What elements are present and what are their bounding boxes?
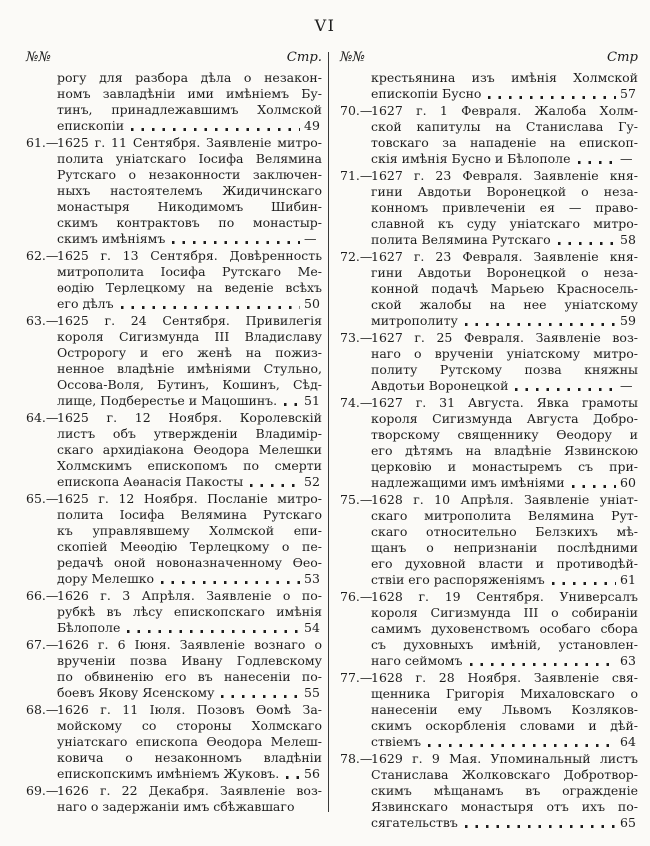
- entry-page-number: 54: [304, 620, 320, 635]
- entry-text-line: 1627 г. 23 Февраля. Заявленіе кня-: [371, 249, 638, 264]
- dot-leader: [578, 161, 616, 164]
- entry-last-line: [371, 815, 638, 831]
- entry-text-line: 1628 г. 28 Ноября. Заявленіе свя-: [371, 670, 638, 685]
- entry-text-line: тинъ, принадлежавшимъ Холмской: [57, 102, 322, 117]
- entry-last-line: [371, 475, 638, 491]
- entry-text-line: ской жалобы на нее уніатскому: [371, 297, 638, 312]
- entry-last-line: [57, 393, 322, 409]
- entry-text-line: номъ завладѣніи ими имѣніемъ Бу-: [57, 86, 322, 101]
- entry-number: 69.—: [26, 783, 59, 798]
- entry-text-line: рубкѣ въ лѣсу епископскаго имѣнія: [57, 604, 322, 619]
- entry-text: дору Мелешко: [57, 571, 155, 586]
- entry-text-line: 1626 г. 11 Іюля. Позовъ Ѳомѣ За-: [57, 702, 322, 717]
- dot-leader: [552, 582, 616, 585]
- toc-entry: [26, 637, 322, 701]
- dot-leader: [250, 484, 300, 487]
- entry-text-line: редачѣ оной новоназначенному Ѳео-: [57, 555, 322, 570]
- entry-number: 63.—: [26, 313, 59, 328]
- entry-text: лище, Подберестье и Мацошинъ.: [57, 393, 278, 408]
- entry-text: скимъ имѣніямъ: [57, 231, 166, 246]
- entry-number: 68.—: [26, 702, 59, 717]
- entry-text-line: конномъ привлеченіи ея — право-: [371, 200, 638, 215]
- entry-text: ствіи его распоряженіямъ: [371, 572, 545, 587]
- entry-text: наго сеймомъ: [371, 653, 463, 668]
- toc-entry: [340, 670, 638, 750]
- entry-last-line: [57, 296, 322, 312]
- entry-page-number: 59: [620, 313, 636, 328]
- entry-text-line: врученіи позва Ивану Годлевскому: [57, 653, 322, 668]
- entry-number: 67.—: [26, 637, 59, 652]
- entry-text-line: скимъ мѣщанамъ въ огражденіе: [371, 783, 638, 798]
- column-header-pages-label: Стр.: [286, 50, 322, 65]
- dot-leader: [286, 776, 300, 779]
- toc-entry: [26, 702, 322, 782]
- entry-text-line: крестьянина изъ имѣнія Холмской: [371, 70, 638, 85]
- entry-text: надлежащими имъ имѣніями: [371, 475, 565, 490]
- entry-last-line: [371, 232, 638, 248]
- column-header-numbers-label: №№: [26, 50, 51, 65]
- entry-page-number: 63: [620, 653, 636, 668]
- entry-page-number: 57: [620, 86, 636, 101]
- entry-text-line: его духовной власти и противодѣй-: [371, 556, 638, 571]
- entry-text-line: 1626 г. 3 Апрѣля. Заявленіе о по-: [57, 588, 322, 603]
- entry-text-line: нанесеніи ему Львомъ Козляков-: [371, 702, 638, 717]
- dot-leader: [284, 403, 300, 406]
- entry-text-line: 1627 г. 23 Февраля. Заявленіе кня-: [371, 168, 638, 183]
- toc-entry: [26, 248, 322, 312]
- entry-text-line: митрополита Іосифа Рутскаго Ме-: [57, 264, 322, 279]
- dot-leader: [131, 128, 300, 131]
- entry-page-number: 60: [620, 475, 636, 490]
- entry-text: епископіи: [57, 118, 125, 133]
- entry-text-line: 1626 г. 6 Іюня. Заявленіе вознаго о: [57, 637, 322, 652]
- entry-text-line: его дѣтямъ на владѣніе Язвинскою: [371, 443, 638, 458]
- entry-text: его дѣлъ: [57, 296, 114, 311]
- entry-text-line: ныхъ настоятелемъ Жидичинскаго: [57, 183, 322, 198]
- entry-text-line: съ духовныхъ имѣній, установлен-: [371, 637, 638, 652]
- dot-leader: [465, 825, 616, 828]
- entry-text-line: конной подачѣ Марьею Красносель-: [371, 281, 638, 296]
- entry-text-line: 1625 г. 12 Ноября. Посланіе митро-: [57, 491, 322, 506]
- entry-last-line: [371, 734, 638, 750]
- entry-text-line: по обвиненію его въ нанесеніи по-: [57, 669, 322, 684]
- toc-entry: [26, 70, 322, 134]
- entry-last-line: [371, 86, 638, 102]
- entry-number: 75.—: [340, 492, 373, 507]
- entry-last-line: [57, 620, 322, 636]
- toc-entry: [340, 103, 638, 167]
- entry-page-number: 52: [304, 474, 320, 489]
- toc-entry: [340, 249, 638, 329]
- entry-text-line: полита уніатскаго Іосифа Велямина: [57, 151, 322, 166]
- column-header: [340, 50, 638, 66]
- entry-text-line: ненное владѣніе имѣніями Стульно,: [57, 361, 322, 376]
- toc-entry: [26, 313, 322, 409]
- entry-text-line: церковію и монастыремъ съ при-: [371, 459, 638, 474]
- entry-last-line: [371, 572, 638, 588]
- entry-last-line: [57, 766, 322, 782]
- column-divider-rule: [328, 52, 329, 812]
- entry-text: епископскимъ имѣніемъ Жуковъ.: [57, 766, 280, 781]
- entry-text-line: листъ объ утвержденіи Владимір-: [57, 426, 322, 441]
- dot-leader: [470, 663, 617, 666]
- entry-last-line: [371, 378, 638, 394]
- entry-page-number: 51: [304, 393, 320, 408]
- dot-leader: [172, 241, 300, 244]
- entry-number: 73.—: [340, 330, 373, 345]
- entry-text-line: скимъ контрактовъ по монастыр-: [57, 215, 322, 230]
- entry-text-line: скопіей Меѳодію Терлецкому о пе-: [57, 539, 322, 554]
- entry-text-line: товскаго за нападеніе на епископ-: [371, 135, 638, 150]
- entry-text-line: гини Авдотьи Воронецкой о неза-: [371, 184, 638, 199]
- entry-last-line: [371, 653, 638, 669]
- entry-last-line: [371, 313, 638, 329]
- entry-text-line: Язвинскаго монастыря отъ ихъ по-: [371, 799, 638, 814]
- dot-leader: [515, 388, 616, 391]
- entry-text-line: 1625 г. 11 Сентября. Заявленіе митро-: [57, 135, 322, 150]
- entry-text: боевъ Якову Ясенскому: [57, 685, 215, 700]
- entry-text-line: самимъ духовенствомъ особаго сбора: [371, 621, 638, 636]
- entry-last-line: [57, 474, 322, 490]
- entry-text-line: Рутскаго о незаконности заключен-: [57, 167, 322, 182]
- page-folio-number: VI: [314, 16, 336, 35]
- dot-leader: [558, 242, 616, 245]
- entry-number: 77.—: [340, 670, 373, 685]
- toc-entry: [340, 589, 638, 669]
- entry-number: 74.—: [340, 395, 373, 410]
- entry-page-number: 49: [304, 118, 320, 133]
- entry-text-line: творскому священнику Ѳеодору и: [371, 427, 638, 442]
- entry-text-line: Холмскимъ епископомъ по смерти: [57, 458, 322, 473]
- entry-page-number: 53: [304, 571, 320, 586]
- dot-leader: [465, 323, 616, 326]
- entry-text-line: политу Рутскому позва княжны: [371, 362, 638, 377]
- entry-text-line: славной къ суду уніатскаго митро-: [371, 216, 638, 231]
- entry-last-line: [57, 118, 322, 134]
- entry-text: ствіемъ: [371, 734, 422, 749]
- entry-text-line: ской капитулы на Станислава Гу-: [371, 119, 638, 134]
- toc-entry: [340, 751, 638, 831]
- entry-last-line: [371, 151, 638, 167]
- entry-number: 64.—: [26, 410, 59, 425]
- entry-text-line: скаго относительно Белзкихъ мѣ-: [371, 524, 638, 539]
- dot-leader: [161, 581, 300, 584]
- entry-page-number: —: [620, 151, 633, 166]
- entry-text-line: наго о задержаніи имъ сбѣжавшаго: [57, 799, 295, 814]
- toc-entry: [26, 135, 322, 247]
- entry-number: 72.—: [340, 249, 373, 264]
- entry-text-line: 1628 г. 10 Апрѣля. Заявленіе уніат-: [371, 492, 638, 507]
- toc-entries-right: [340, 70, 638, 831]
- toc-entry: [340, 70, 638, 102]
- toc-entries-left: [26, 70, 322, 815]
- entry-text-line: 1626 г. 22 Декабря. Заявленіе воз-: [57, 783, 322, 798]
- entry-text: епископіи Бусно: [371, 86, 482, 101]
- entry-text-line: рогу для разбора дѣла о незакон-: [57, 70, 322, 85]
- column-header-numbers-label: №№: [340, 50, 365, 65]
- entry-text-line: наго о врученіи уніатскому митро-: [371, 346, 638, 361]
- toc-entry: [340, 330, 638, 394]
- entry-page-number: 56: [304, 766, 320, 781]
- entry-number: 66.—: [26, 588, 59, 603]
- entry-page-number: 50: [304, 296, 320, 311]
- entry-last-line: [57, 685, 322, 701]
- entry-text-line: 1629 г. 9 Мая. Упоминальный листъ: [371, 751, 638, 766]
- toc-entry: [26, 410, 322, 490]
- toc-column-right: [340, 50, 638, 832]
- entry-text: полита Велямина Рутскаго: [371, 232, 551, 247]
- entry-number: 76.—: [340, 589, 373, 604]
- entry-text-line: 1627 г. 31 Августа. Явка грамоты: [371, 395, 638, 410]
- entry-text-line: гини Авдотьи Воронецкой о неза-: [371, 265, 638, 280]
- entry-page-number: 61: [620, 572, 636, 587]
- entry-text-line: Остророгу и его женѣ на пожиз-: [57, 345, 322, 360]
- entry-text-line: мойскому со стороны Холмскаго: [57, 718, 322, 733]
- entry-number: 61.—: [26, 135, 59, 150]
- entry-text: сягательствъ: [371, 815, 458, 830]
- entry-text-line: 1628 г. 19 Сентября. Универсалъ: [371, 589, 638, 604]
- entry-text-line: скимъ оскорбленія словами и дѣй-: [371, 718, 638, 733]
- entry-text-line: монастыря Никодимомъ Шибин-: [57, 199, 322, 214]
- entry-text-line: щенника Григорія Михаловскаго о: [371, 686, 638, 701]
- entry-text-line: 1625 г. 12 Ноября. Королевскій: [57, 410, 322, 425]
- entry-text-line: 1625 г. 24 Сентября. Привилегія: [57, 313, 322, 328]
- dot-leader: [488, 96, 616, 99]
- toc-entry: [26, 783, 322, 815]
- entry-page-number: 65: [620, 815, 636, 830]
- entry-page-number: —: [304, 231, 317, 246]
- column-header-pages-label: Стр: [606, 50, 638, 65]
- entry-text-line: короля Сигизмунда III о собираніи: [371, 605, 638, 620]
- toc-entry: [340, 395, 638, 491]
- entry-number: 65.—: [26, 491, 59, 506]
- column-header: [26, 50, 322, 66]
- dot-leader: [127, 630, 300, 633]
- entry-text-line: къ управлявшему Холмской епи-: [57, 523, 322, 538]
- entry-text: скія имѣнія Бусно и Бѣлополе: [371, 151, 571, 166]
- entry-text-line: 1627 г. 1 Февраля. Жалоба Холм-: [371, 103, 638, 118]
- entry-last-line: [57, 231, 322, 247]
- entry-text: Авдотьи Воронецкой: [371, 378, 509, 393]
- entry-text-line: уніатскаго епископа Ѳеодора Мелеш-: [57, 734, 322, 749]
- entry-text-line: 1625 г. 13 Сентября. Довѣренность: [57, 248, 322, 263]
- toc-column-left: [26, 50, 322, 816]
- entry-text-line: короля Сигизмунда III Владиславу: [57, 329, 322, 344]
- dot-leader: [572, 485, 616, 488]
- entry-text: митрополиту: [371, 313, 458, 328]
- entry-text-line: 1627 г. 25 Февраля. Заявленіе воз-: [371, 330, 638, 345]
- toc-entry: [340, 168, 638, 248]
- entry-text: Бѣлополе: [57, 620, 121, 635]
- entry-last-line: [57, 571, 322, 587]
- dot-leader: [221, 695, 300, 698]
- entry-number: 71.—: [340, 168, 373, 183]
- entry-text-line: скаго митрополита Велямина Рут-: [371, 508, 638, 523]
- entry-number: 62.—: [26, 248, 59, 263]
- entry-text-line: ѳодію Терлецкому на веденіе всѣхъ: [57, 280, 322, 295]
- entry-number: 70.—: [340, 103, 373, 118]
- entry-text-line: скаго архидіакона Ѳеодора Мелешки: [57, 442, 322, 457]
- toc-entry: [26, 491, 322, 587]
- toc-entry: [340, 492, 638, 588]
- entry-text-line: короля Сигизмунда Августа Добро-: [371, 411, 638, 426]
- dot-leader: [428, 744, 616, 747]
- entry-page-number: 58: [620, 232, 636, 247]
- entry-text: епископа Аѳанасія Пакосты: [57, 474, 244, 489]
- dot-leader: [121, 306, 300, 309]
- entry-text-line: Оссова-Воля, Бутинъ, Кошинъ, Сѣд-: [57, 377, 322, 392]
- entry-text-line: Станислава Жолковскаго Добротвор-: [371, 767, 638, 782]
- entry-page-number: 55: [304, 685, 320, 700]
- entry-text-line: щанъ о непризнаніи послѣдними: [371, 540, 638, 555]
- entry-page-number: 64: [620, 734, 636, 749]
- entry-text-line: ковича о незаконномъ владѣніи: [57, 750, 322, 765]
- toc-entry: [26, 588, 322, 636]
- entry-number: 78.—: [340, 751, 373, 766]
- entry-page-number: —: [620, 378, 633, 393]
- entry-text-line: полита Іосифа Велямина Рутскаго: [57, 507, 322, 522]
